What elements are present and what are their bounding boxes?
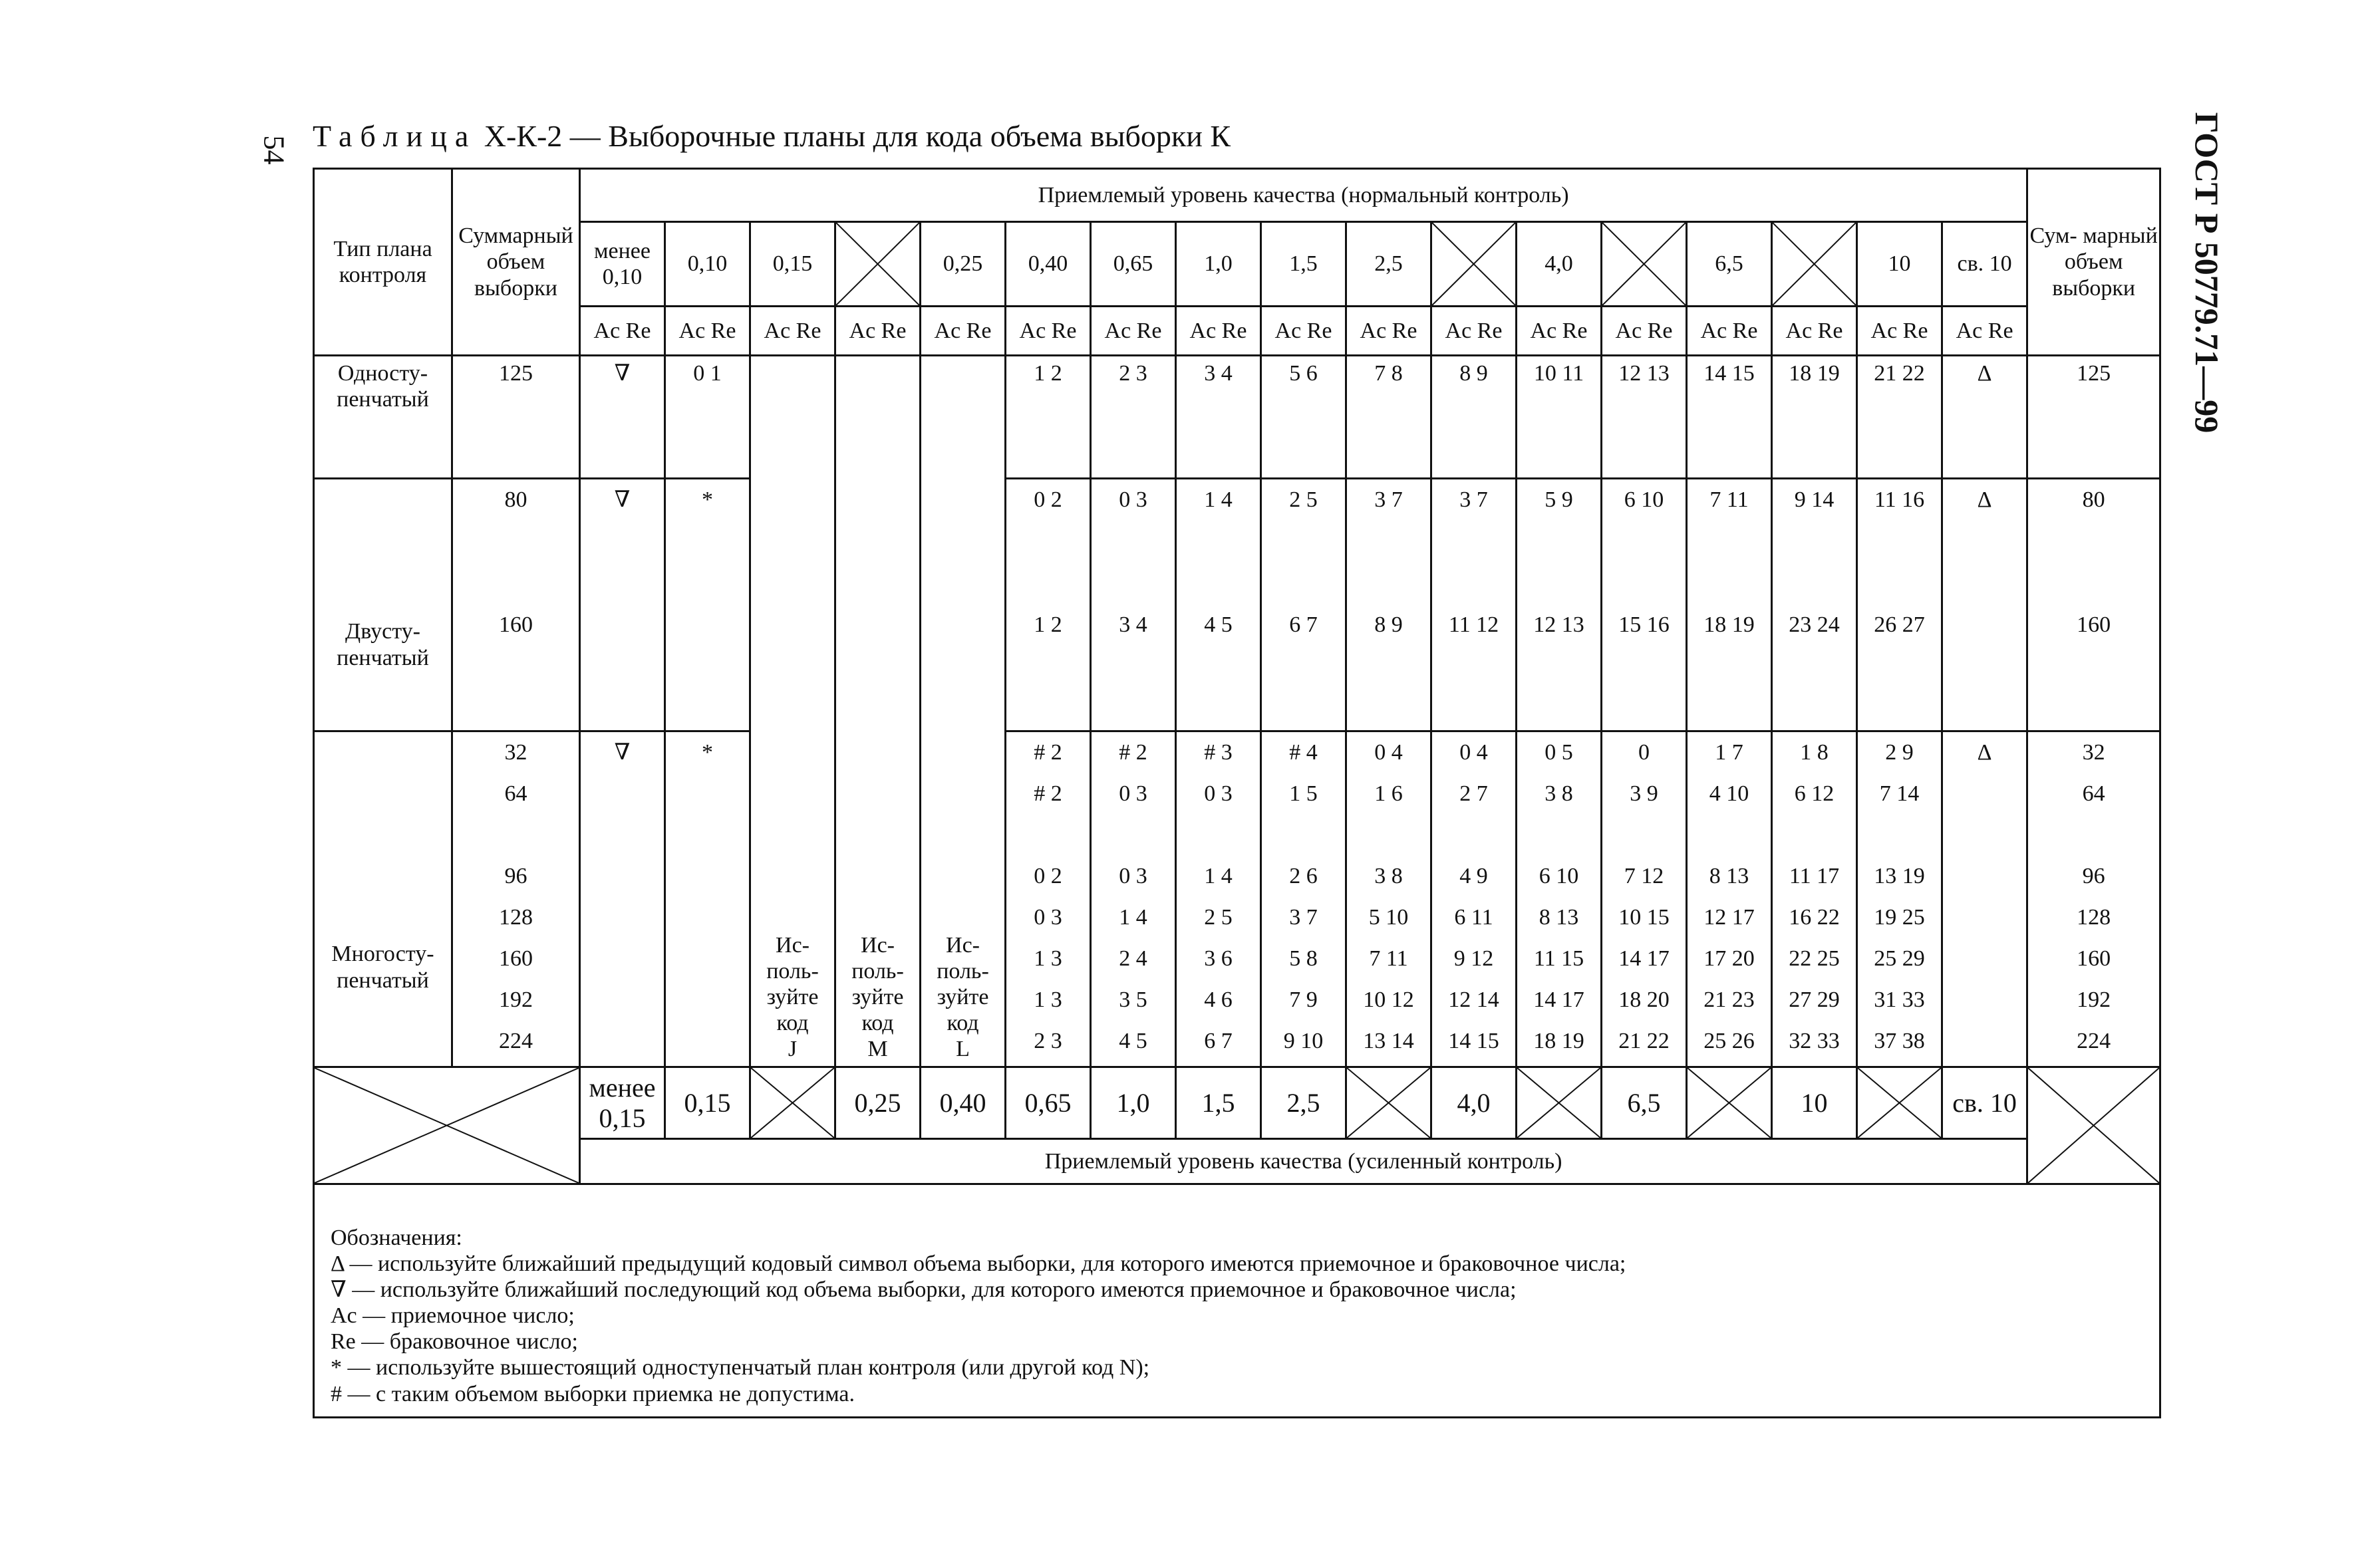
- aql-normal-value: менее 0,10: [580, 222, 665, 307]
- single-value: 5 6: [1261, 356, 1346, 479]
- cell-value: 160: [2077, 946, 2111, 971]
- crossed-aql-cell: [1602, 222, 1687, 307]
- crossed-corner-cell: [314, 1067, 580, 1184]
- use-code-text: Ис-: [861, 932, 895, 958]
- cell-value: 11 12: [1448, 612, 1499, 637]
- aql-normal-value: 0,10: [665, 222, 750, 307]
- cell-value: 8 13: [1709, 864, 1749, 888]
- plan-multi-label: Многосту- пенчатый: [314, 731, 452, 1067]
- cross-out-icon: [2028, 1068, 2159, 1183]
- cell-value: 7 11: [1369, 946, 1408, 971]
- legend-item: * — используйте вышестоящий одноступенчатый план контроля (или другой код N);: [331, 1355, 1150, 1380]
- cell-value: 6 7: [1289, 612, 1318, 637]
- aql-normal-value: 10: [1857, 222, 1942, 307]
- multi-values: [1346, 731, 1431, 1067]
- table-caption: [313, 118, 1231, 154]
- aql-tight-value: 0,40: [921, 1067, 1006, 1139]
- multi-values: [1687, 731, 1772, 1067]
- cell-value: 13 14: [1363, 1029, 1414, 1053]
- single-c1: 0 1: [665, 356, 750, 479]
- cell-value: 0 3: [1119, 864, 1147, 888]
- cell-value: 7 9: [1289, 987, 1318, 1012]
- multi-values: [1261, 731, 1346, 1067]
- cell-value: 37 38: [1874, 1029, 1925, 1053]
- cell-value: 224: [2077, 1029, 2111, 1053]
- acre-label: Ac Re: [1346, 307, 1431, 356]
- acre-label: Ac Re: [1857, 307, 1942, 356]
- acre-label: Ac Re: [1772, 307, 1857, 356]
- acre-label: Ac Re: [665, 307, 750, 356]
- cross-out-icon: [1858, 1068, 1941, 1138]
- cell-value: # 2: [1034, 781, 1062, 806]
- crossed-aql-cell: [1772, 222, 1857, 307]
- cell-value: 2 9: [1885, 740, 1914, 765]
- single-value: 2 3: [1091, 356, 1176, 479]
- cell-value: 6 11: [1454, 905, 1493, 930]
- aql-normal-value: 0,65: [1091, 222, 1176, 307]
- cell-value: 21 23: [1703, 987, 1755, 1012]
- aql-tight-value: 6,5: [1602, 1067, 1687, 1139]
- acre-label: Ac Re: [580, 307, 665, 356]
- cell-value: 1 6: [1374, 781, 1403, 806]
- cell-value: 192: [499, 987, 533, 1012]
- crossed-aql-tight-cell: [1687, 1067, 1772, 1139]
- cell-value: 1 3: [1034, 946, 1062, 971]
- cell-value: 14 15: [1448, 1029, 1499, 1053]
- double-values: [1006, 479, 1091, 731]
- cell-value: 192: [2077, 987, 2111, 1012]
- multi-values: [1517, 731, 1602, 1067]
- use-code-m: [835, 356, 921, 1067]
- cell-value: 14 17: [1618, 946, 1670, 971]
- cell-value: 31 33: [1874, 987, 1925, 1012]
- aql-tight-value: 0,15: [665, 1067, 750, 1139]
- single-value: 14 15: [1687, 356, 1772, 479]
- cell-value: 3 6: [1204, 946, 1233, 971]
- use-code-text: поль-: [851, 958, 904, 983]
- single-value: 8 9: [1431, 356, 1517, 479]
- header-total-size-right: Сум- марный объем выборки: [2027, 169, 2160, 356]
- cell-value: 80: [504, 487, 527, 512]
- cell-value: 10 15: [1618, 905, 1670, 930]
- cell-value: *: [702, 487, 713, 512]
- aql-normal-value: 1,0: [1176, 222, 1261, 307]
- double-values: [1346, 479, 1431, 731]
- double-values: [1602, 479, 1687, 731]
- cell-value: 19 25: [1874, 905, 1925, 930]
- cell-value: 2 5: [1289, 487, 1318, 512]
- cell-value: 18 19: [1533, 1029, 1584, 1053]
- use-code-text: Ис-: [776, 932, 810, 958]
- cell-value: 18 20: [1618, 987, 1670, 1012]
- acre-label: Ac Re: [1517, 307, 1602, 356]
- cell-value: 3 9: [1630, 781, 1658, 806]
- cell-value: 13 19: [1874, 864, 1925, 888]
- legend-item: Re — браковочное число;: [331, 1329, 578, 1355]
- legend-item: Ac — приемочное число;: [331, 1303, 575, 1329]
- acre-label: Ac Re: [1261, 307, 1346, 356]
- use-code-text: поль-: [766, 958, 819, 983]
- multi-values: [1006, 731, 1091, 1067]
- multi-last: [1942, 731, 2027, 1067]
- cell-value: 7 12: [1624, 864, 1664, 888]
- header-plan-type: Тип плана контроля: [314, 169, 452, 356]
- cell-value: 3 4: [1119, 612, 1147, 637]
- double-values: [1857, 479, 1942, 731]
- single-last: Δ: [1942, 356, 2027, 479]
- cell-value: 32: [504, 740, 527, 765]
- cell-value: 2 6: [1289, 864, 1318, 888]
- single-value: 12 13: [1602, 356, 1687, 479]
- use-code-text: Ис-: [946, 932, 980, 958]
- aql-normal-value: 0,15: [750, 222, 835, 307]
- double-values: [1431, 479, 1517, 731]
- use-code-text: зуйте: [851, 984, 904, 1009]
- multi-values: [1431, 731, 1517, 1067]
- cell-value: 2 7: [1459, 781, 1488, 806]
- cell-value: 1 2: [1034, 612, 1062, 637]
- crossed-aql-tight-cell: [1857, 1067, 1942, 1139]
- cell-value: 1 4: [1204, 487, 1233, 512]
- aql-tight-value: 1,0: [1091, 1067, 1176, 1139]
- cell-value: 9 14: [1794, 487, 1835, 512]
- cell-value: 4 5: [1204, 612, 1233, 637]
- cell-value: # 2: [1034, 740, 1062, 765]
- cell-value: 11 15: [1533, 946, 1584, 971]
- cell-value: 0 3: [1204, 781, 1233, 806]
- cell-value: 9 10: [1283, 1029, 1324, 1053]
- double-sizes: [452, 479, 580, 731]
- cell-value: 3 5: [1119, 987, 1147, 1012]
- cell-value: 7 11: [1709, 487, 1749, 512]
- cell-value: 2 4: [1119, 946, 1147, 971]
- cell-value: # 2: [1119, 740, 1147, 765]
- plan-single-label: Односту- пенчатый: [314, 356, 452, 479]
- double-c0: [580, 479, 665, 731]
- cell-value: 8 9: [1374, 612, 1403, 637]
- legend-item: Δ — используйте ближайший предыдущий кодовый символ объема выборки, для которого имеются приемочное и браковочное числа;: [331, 1251, 1626, 1277]
- header-total-size: Суммарный объем выборки: [452, 169, 580, 356]
- cell-value: 21 22: [1618, 1029, 1670, 1053]
- cell-value: 6 7: [1204, 1029, 1233, 1053]
- aql-tight-value: 1,5: [1176, 1067, 1261, 1139]
- acre-label: Ac Re: [835, 307, 921, 356]
- single-c0: ∇: [580, 356, 665, 479]
- cell-value: 0 5: [1545, 740, 1573, 765]
- use-code-j: [750, 356, 835, 1067]
- cell-value: 2 3: [1034, 1029, 1062, 1053]
- cell-value: 0 4: [1459, 740, 1488, 765]
- cell-value: 11 17: [1789, 864, 1840, 888]
- single-value: 18 19: [1772, 356, 1857, 479]
- multi-values: [1602, 731, 1687, 1067]
- cell-value: 0 3: [1119, 487, 1147, 512]
- aql-normal-value: 6,5: [1687, 222, 1772, 307]
- multi-c1: [665, 731, 750, 1067]
- cell-value: 6 10: [1539, 864, 1579, 888]
- use-code-text: код: [776, 1010, 809, 1035]
- cell-value: 3 8: [1545, 781, 1573, 806]
- cell-value: 1 8: [1800, 740, 1829, 765]
- aql-tight-value: 2,5: [1261, 1067, 1346, 1139]
- aql-normal-value: 0,40: [1006, 222, 1091, 307]
- cell-value: 14 17: [1533, 987, 1584, 1012]
- cell-value: 96: [2082, 864, 2105, 888]
- cell-value: 128: [2077, 905, 2111, 930]
- caption-title: Х-К-2 — Выборочные планы для кода объема выборки К: [484, 119, 1231, 153]
- crossed-aql-tight-cell: [1346, 1067, 1431, 1139]
- cell-value: 224: [499, 1029, 533, 1053]
- cross-out-icon: [1517, 1068, 1600, 1138]
- cross-out-icon: [836, 223, 919, 305]
- cell-value: 1 4: [1119, 905, 1147, 930]
- crossed-aql-tight-cell: [750, 1067, 835, 1139]
- cell-value: *: [702, 740, 713, 765]
- cell-value: ∇: [614, 740, 631, 765]
- acre-label: Ac Re: [1687, 307, 1772, 356]
- cell-value: 0 2: [1034, 864, 1062, 888]
- multi-sizes: [452, 731, 580, 1067]
- sampling-plans-table: [313, 168, 2161, 1418]
- cell-value: 12 13: [1533, 612, 1584, 637]
- aql-normal-value: 1,5: [1261, 222, 1346, 307]
- cross-out-icon: [1688, 1068, 1771, 1138]
- aql-tight-value: менее 0,15: [580, 1067, 665, 1139]
- cell-value: 3 7: [1289, 905, 1318, 930]
- single-value: 21 22: [1857, 356, 1942, 479]
- legend-item: ∇ — используйте ближайший последующий код объема выборки, для которого имеются приемочное и браковочное числа;: [331, 1277, 1517, 1303]
- double-values: [1772, 479, 1857, 731]
- aql-tight-value: 10: [1772, 1067, 1857, 1139]
- cell-value: # 3: [1204, 740, 1233, 765]
- aql-normal-value: 2,5: [1346, 222, 1431, 307]
- acre-label: Ac Re: [1431, 307, 1517, 356]
- crossed-aql-cell: [1431, 222, 1517, 307]
- cell-value: 22 25: [1789, 946, 1840, 971]
- cell-value: 96: [504, 864, 527, 888]
- single-size-right: 125: [2027, 356, 2160, 479]
- cell-value: 4 9: [1459, 864, 1488, 888]
- use-code-text: код: [947, 1010, 979, 1035]
- aql-tight-value: 4,0: [1431, 1067, 1517, 1139]
- legend-item: # — с таким объемом выборки приемка не допустима.: [331, 1381, 855, 1406]
- double-values: [1261, 479, 1346, 731]
- cell-value: 23 24: [1789, 612, 1840, 637]
- acre-label: Ac Re: [921, 307, 1006, 356]
- crossed-aql-cell: [835, 222, 921, 307]
- aql-tight-value: 0,65: [1006, 1067, 1091, 1139]
- acre-label: Ac Re: [1602, 307, 1687, 356]
- aql-tight-value: св. 10: [1942, 1067, 2027, 1139]
- cross-out-icon: [1773, 223, 1856, 305]
- single-size: 125: [452, 356, 580, 479]
- page-number: 54: [257, 135, 291, 165]
- multi-sizes-right: [2027, 731, 2160, 1067]
- cell-value: 64: [504, 781, 527, 806]
- cell-value: 1 3: [1034, 987, 1062, 1012]
- cross-out-icon: [751, 1068, 834, 1138]
- cell-value: Δ: [1977, 740, 1992, 765]
- cell-value: 3 7: [1459, 487, 1488, 512]
- cell-value: 5 9: [1545, 487, 1573, 512]
- use-code-l: [921, 356, 1006, 1067]
- cell-value: 15 16: [1618, 612, 1670, 637]
- cell-value: 25 29: [1874, 946, 1925, 971]
- use-code-text: поль-: [937, 958, 989, 983]
- cell-value: 16 22: [1789, 905, 1840, 930]
- cell-value: 25 26: [1703, 1029, 1755, 1053]
- cell-value: 3 7: [1374, 487, 1403, 512]
- cross-out-icon: [315, 1068, 579, 1183]
- cell-value: 1 7: [1715, 740, 1743, 765]
- cell-value: 27 29: [1789, 987, 1840, 1012]
- cell-value: 0: [1638, 740, 1650, 765]
- cell-value: 5 8: [1289, 946, 1318, 971]
- cell-value: 4 5: [1119, 1029, 1147, 1053]
- acre-label: Ac Re: [750, 307, 835, 356]
- cell-value: 6 12: [1794, 781, 1835, 806]
- cell-value: 1 5: [1289, 781, 1318, 806]
- caption-label: Таблица: [313, 119, 477, 153]
- multi-values: [1772, 731, 1857, 1067]
- cell-value: 160: [499, 946, 533, 971]
- multi-values: [1857, 731, 1942, 1067]
- header-aql-normal: Приемлемый уровень качества (нормальный контроль): [580, 169, 2027, 222]
- cell-value: 32 33: [1789, 1029, 1840, 1053]
- legend-title: Обозначения:: [331, 1226, 462, 1250]
- multi-values: [1091, 731, 1176, 1067]
- cell-value: 6 10: [1624, 487, 1664, 512]
- multi-c0: [580, 731, 665, 1067]
- cell-value: 11 16: [1874, 487, 1925, 512]
- single-value: 3 4: [1176, 356, 1261, 479]
- double-values: [1091, 479, 1176, 731]
- cell-value: 12 14: [1448, 987, 1499, 1012]
- legend: [314, 1184, 2160, 1418]
- cell-value: 3 8: [1374, 864, 1403, 888]
- use-code-text: зуйте: [937, 984, 989, 1009]
- cell-value: 80: [2082, 487, 2105, 512]
- header-aql-tight: Приемлемый уровень качества (усиленный контроль): [580, 1139, 2027, 1184]
- acre-label: Ac Re: [1006, 307, 1091, 356]
- cell-value: Δ: [1977, 487, 1992, 512]
- multi-values: [1176, 731, 1261, 1067]
- use-code-text: L: [956, 1036, 970, 1061]
- single-value: 1 2: [1006, 356, 1091, 479]
- cell-value: 5 10: [1368, 905, 1409, 930]
- double-values: [1517, 479, 1602, 731]
- double-last: [1942, 479, 2027, 731]
- plan-double-label: Двусту- пенчатый: [314, 479, 452, 731]
- cell-value: 64: [2082, 781, 2105, 806]
- cell-value: 4 10: [1709, 781, 1749, 806]
- standard-text: ГОСТ Р 50779.71—99: [2188, 112, 2226, 434]
- aql-normal-value: 4,0: [1517, 222, 1602, 307]
- cell-value: 1 4: [1204, 864, 1233, 888]
- cross-out-icon: [1347, 1068, 1430, 1138]
- single-value: 7 8: [1346, 356, 1431, 479]
- cell-value: 0 2: [1034, 487, 1062, 512]
- cell-value: # 4: [1289, 740, 1318, 765]
- aql-tight-value: 0,25: [835, 1067, 921, 1139]
- use-code-text: J: [788, 1036, 798, 1061]
- cell-value: 8 13: [1539, 905, 1579, 930]
- double-values: [1687, 479, 1772, 731]
- cell-value: 0 3: [1119, 781, 1147, 806]
- cell-value: 32: [2082, 740, 2105, 765]
- cell-value: 4 6: [1204, 987, 1233, 1012]
- cell-value: ∇: [614, 487, 631, 512]
- use-code-text: код: [861, 1010, 894, 1035]
- cell-value: 12 17: [1703, 905, 1755, 930]
- aql-normal-value: 0,25: [921, 222, 1006, 307]
- double-sizes-right: [2027, 479, 2160, 731]
- cell-value: 0 3: [1034, 905, 1062, 930]
- acre-label: Ac Re: [1091, 307, 1176, 356]
- double-c1: [665, 479, 750, 731]
- cell-value: 17 20: [1703, 946, 1755, 971]
- cell-value: 0 4: [1374, 740, 1403, 765]
- cell-value: 128: [499, 905, 533, 930]
- cross-out-icon: [1432, 223, 1515, 305]
- use-code-text: M: [867, 1036, 888, 1061]
- crossed-aql-tight-cell: [1517, 1067, 1602, 1139]
- cell-value: 18 19: [1703, 612, 1755, 637]
- cell-value: 10 12: [1363, 987, 1414, 1012]
- aql-normal-value: св. 10: [1942, 222, 2027, 307]
- cell-value: 9 12: [1453, 946, 1494, 971]
- acre-label: Ac Re: [1176, 307, 1261, 356]
- cell-value: 160: [499, 612, 533, 637]
- cell-value: 2 5: [1204, 905, 1233, 930]
- cell-value: 26 27: [1874, 612, 1925, 637]
- cross-out-icon: [1602, 223, 1686, 305]
- standard-designation: [2167, 112, 2247, 434]
- double-values: [1176, 479, 1261, 731]
- cell-value: 7 14: [1879, 781, 1920, 806]
- cell-value: 160: [2077, 612, 2111, 637]
- acre-label: Ac Re: [1942, 307, 2027, 356]
- crossed-corner-right-cell: [2027, 1067, 2160, 1184]
- single-value: 10 11: [1517, 356, 1602, 479]
- use-code-text: зуйте: [766, 984, 819, 1009]
